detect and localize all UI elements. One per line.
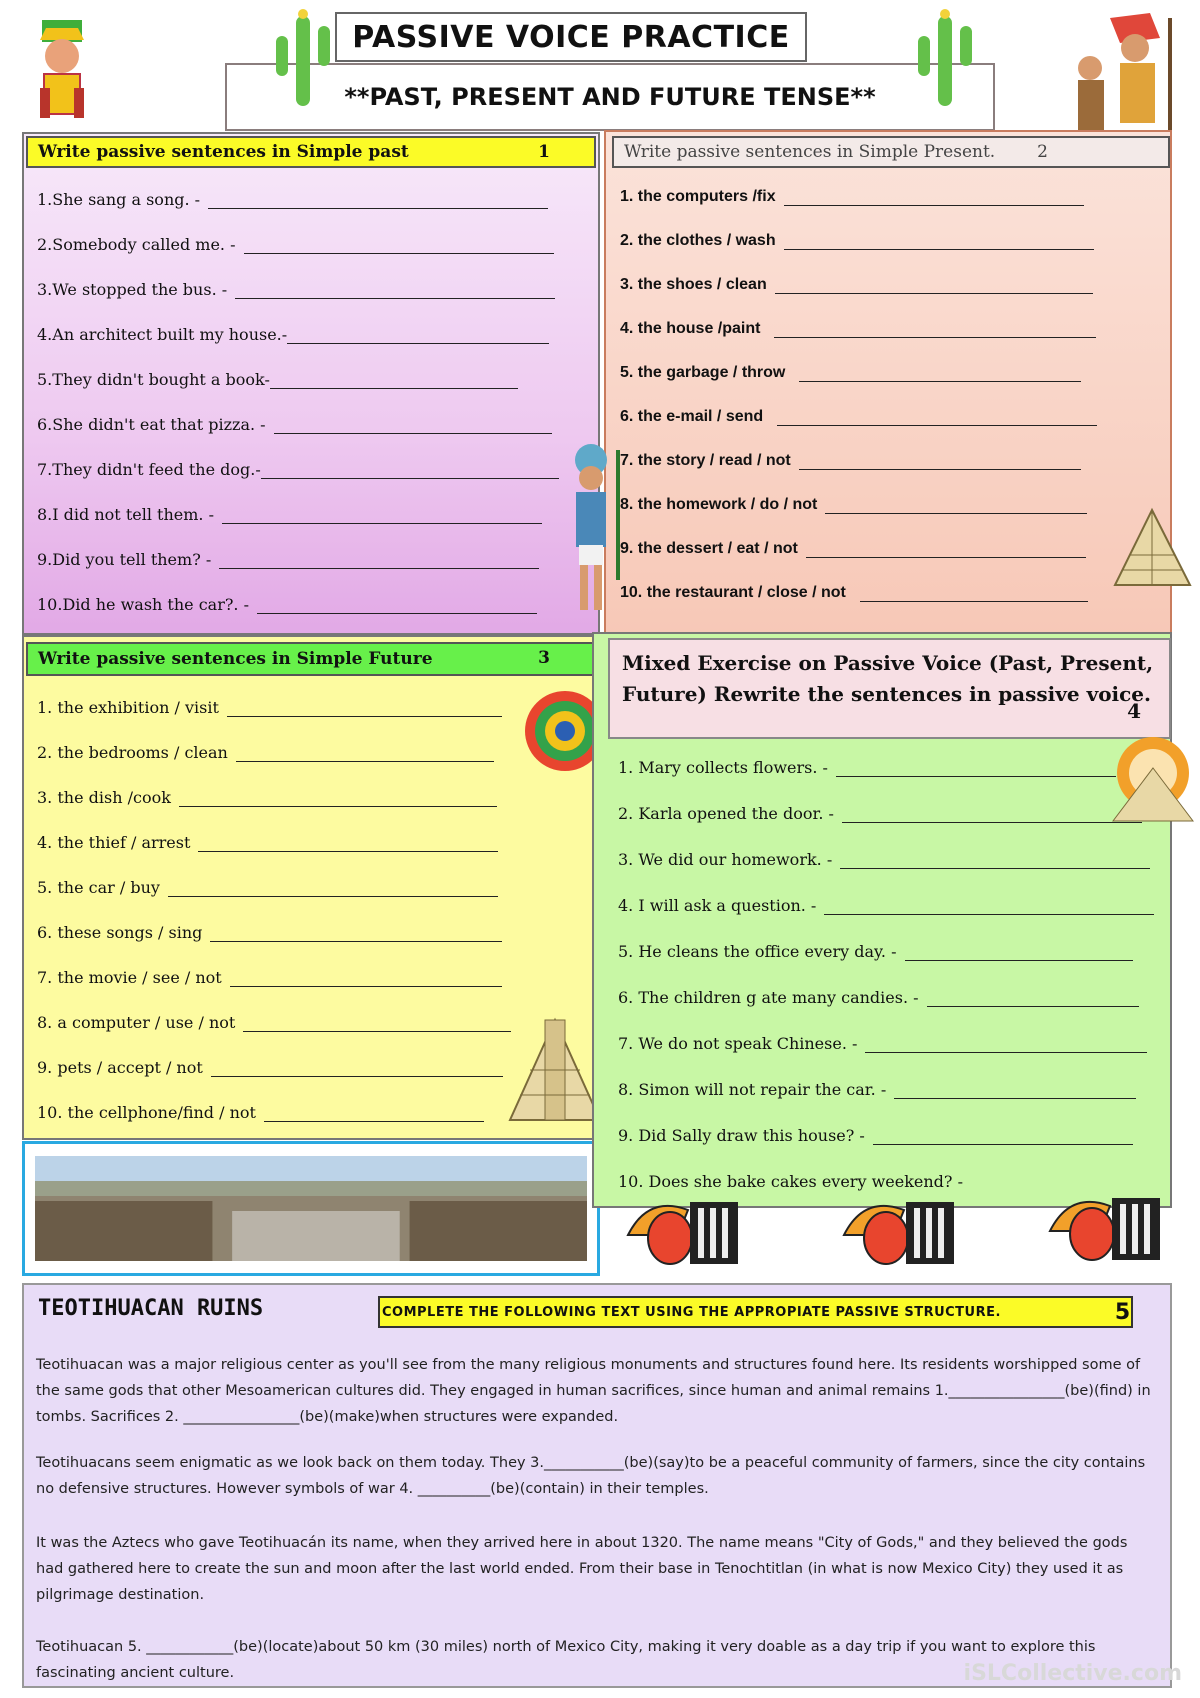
answer-line[interactable]: [842, 808, 1142, 823]
item-text: 1.She sang a song. -: [37, 190, 201, 209]
list-item: [37, 325, 549, 344]
item-text: 8. the homework / do / not: [620, 496, 818, 513]
list-item: [37, 698, 502, 717]
watermark: iSLCollective.com: [963, 1661, 1182, 1686]
list-item: [37, 190, 548, 209]
list-item: [37, 1058, 503, 1077]
list-item: [620, 584, 1088, 602]
answer-line[interactable]: [219, 554, 539, 569]
answer-line[interactable]: [825, 499, 1087, 514]
section-header-text: Write passive sentences in Simple Future: [38, 649, 433, 669]
section-number: 1: [538, 142, 550, 162]
item-text: 6. these songs / sing: [37, 923, 203, 942]
list-item: [37, 505, 542, 524]
list-item: [37, 788, 497, 807]
answer-line[interactable]: [198, 837, 498, 852]
section-number: 5: [1114, 1299, 1131, 1325]
item-text: 10. Does she bake cakes every weekend? -: [618, 1172, 963, 1191]
list-item: [37, 743, 494, 762]
section-header-text: Mixed Exercise on Passive Voice (Past, Present, Future) Rewrite the sentences in passive voice.: [622, 651, 1154, 706]
item-text: 4. I will ask a question. -: [618, 896, 817, 915]
item-text: 5. He cleans the office every day. -: [618, 942, 897, 961]
item-text: 6.She didn't eat that pizza. -: [37, 415, 266, 434]
list-item: [620, 320, 1096, 338]
list-item: [618, 896, 1154, 915]
list-item: [618, 850, 1150, 869]
answer-line[interactable]: [236, 747, 494, 762]
section-header-text: Write passive sentences in Simple Present.: [624, 142, 996, 162]
item-text: 10. the cellphone/find / not: [37, 1103, 256, 1122]
item-text: 6. The children g ate many candies. -: [618, 988, 919, 1007]
list-item: [620, 496, 1087, 514]
item-text: 1. the exhibition / visit: [37, 698, 219, 717]
answer-line[interactable]: [927, 992, 1139, 1007]
answer-line[interactable]: [230, 972, 502, 987]
answer-line[interactable]: [222, 509, 542, 524]
section-simple-present-panel: [604, 130, 1172, 637]
reading-paragraph: Teotihuacan 5. ____________(be)(locate)about 50 km (30 miles) north of Mexico City, making it very doable as a day trip if you want to explore this fascinating ancient culture.: [36, 1639, 1096, 1681]
list-item: [620, 364, 1081, 382]
subtitle-text: **PAST, PRESENT AND FUTURE TENSE**: [344, 83, 876, 111]
answer-line[interactable]: [775, 279, 1093, 294]
item-text: 7.They didn't feed the dog.-: [37, 460, 261, 479]
section-number: 2: [1037, 142, 1048, 162]
list-item: [37, 595, 537, 614]
answer-line[interactable]: [799, 367, 1081, 382]
answer-line[interactable]: [257, 599, 537, 614]
aztec-king-illustration: [22, 18, 102, 128]
list-item: [618, 1034, 1147, 1053]
section-header-text: Write passive sentences in Simple past: [38, 142, 409, 162]
item-text: 9. pets / accept / not: [37, 1058, 203, 1077]
item-text: 4. the thief / arrest: [37, 833, 191, 852]
answer-line[interactable]: [261, 464, 559, 479]
item-text: 3. the shoes / clean: [620, 276, 767, 293]
item-text: 4. the house /paint: [620, 320, 761, 337]
item-text: 8. Simon will not repair the car. -: [618, 1080, 887, 1099]
answer-line[interactable]: [168, 882, 498, 897]
list-item: [618, 942, 1133, 961]
list-item: [37, 550, 539, 569]
item-text: 10. the restaurant / close / not: [620, 584, 846, 601]
aztec-warriors-illustration: [1040, 8, 1190, 148]
section-number: 4: [1127, 699, 1141, 723]
answer-line[interactable]: [208, 194, 548, 209]
list-item: [620, 540, 1086, 558]
teotihuacan-photo-frame: [22, 1141, 600, 1276]
item-text: 3.We stopped the bus. -: [37, 280, 228, 299]
item-text: 9.Did you tell them? -: [37, 550, 212, 569]
list-item: [37, 968, 502, 987]
item-text: 9. the dessert / eat / not: [620, 540, 798, 557]
answer-line[interactable]: [179, 792, 497, 807]
list-item: [618, 1126, 1133, 1145]
item-text: 1. the computers /fix: [620, 188, 776, 205]
answer-line[interactable]: [287, 329, 549, 344]
answer-line[interactable]: [806, 543, 1086, 558]
list-item: [37, 280, 555, 299]
answer-line[interactable]: [235, 284, 555, 299]
item-text: 2. the bedrooms / clean: [37, 743, 228, 762]
item-text: 8. a computer / use / not: [37, 1013, 236, 1032]
item-text: 3. We did our homework. -: [618, 850, 833, 869]
aztec-eagle-glyph-icon: [1040, 1186, 1166, 1276]
list-item: [620, 276, 1093, 294]
answer-line[interactable]: [777, 411, 1097, 426]
teotihuacan-ruins-photo: [35, 1156, 587, 1261]
item-text: 5.They didn't bought a book-: [37, 370, 270, 389]
list-item: [37, 460, 559, 479]
item-text: 10.Did he wash the car?. -: [37, 595, 250, 614]
pyramid-icon: [505, 1015, 605, 1125]
item-text: 2. the clothes / wash: [620, 232, 776, 249]
list-item: [618, 1080, 1136, 1099]
answer-line[interactable]: [784, 235, 1094, 250]
reading-paragraph: Teotihuacans seem enigmatic as we look back on them today. They 3.___________(be)(say)to be a peaceful community of farmers, since the city contains no defensive structures. However symbols of war 4. __________(be)(contain) in their temples.: [36, 1455, 1146, 1497]
item-text: 7. We do not speak Chinese. -: [618, 1034, 858, 1053]
aztec-dancer-illustration: [552, 440, 630, 615]
item-text: 6. the e-mail / send: [620, 408, 764, 425]
reading-paragraph: It was the Aztecs who gave Teotihuacán its name, when they arrived here in about 1320. The name means "City of Gods," and they believed the gods had gathered here to create the sun and moon after the last world ended. From their base in Tenochtitlan (in what is now Mexico City) they used it as pilgrimage destination.: [36, 1535, 1128, 1603]
pyramid-icon: [1110, 505, 1195, 590]
item-text: 2. Karla opened the door. -: [618, 804, 834, 823]
section-simple-past-header: [26, 136, 596, 168]
answer-line[interactable]: [227, 702, 502, 717]
answer-line[interactable]: [211, 1062, 503, 1077]
item-text: 2.Somebody called me. -: [37, 235, 236, 254]
list-item: [618, 804, 1142, 823]
list-item: [37, 923, 502, 942]
answer-line[interactable]: [799, 455, 1081, 470]
reading-paragraph: Teotihuacan was a major religious center as you'll see from the many religious monuments and structures found here. Its residents worshipped some of the same gods that other Mesoamerican cultures did. They engaged in human sacrifices, since human and animal remains 1.________________(be)(find) in tombs. Sacrifices 2. ________________(be)(make)when structures were expanded.: [36, 1357, 1151, 1425]
answer-line[interactable]: [274, 419, 552, 434]
list-item: [37, 1013, 511, 1032]
section-mixed-header: [608, 638, 1171, 739]
cactus-right-illustration: [910, 6, 980, 111]
answer-line[interactable]: [865, 1038, 1147, 1053]
item-text: 9. Did Sally draw this house? -: [618, 1126, 865, 1145]
item-text: 5. the car / buy: [37, 878, 160, 897]
cactus-left-illustration: [268, 6, 338, 111]
answer-line[interactable]: [894, 1084, 1136, 1099]
answer-line[interactable]: [824, 900, 1154, 915]
list-item: [37, 235, 554, 254]
answer-line[interactable]: [840, 854, 1150, 869]
reading-instructions: COMPLETE THE FOLLOWING TEXT USING THE APPROPIATE PASSIVE STRUCTURE.: [378, 1296, 1133, 1328]
item-text: 3. the dish /cook: [37, 788, 171, 807]
answer-line[interactable]: [243, 1017, 511, 1032]
list-item: [618, 758, 1116, 777]
answer-line[interactable]: [244, 239, 554, 254]
aztec-eagle-glyph-icon: [618, 1190, 744, 1280]
list-item: [620, 408, 1097, 426]
item-text: 8.I did not tell them. -: [37, 505, 214, 524]
answer-line[interactable]: [873, 1130, 1133, 1145]
section-number: 3: [538, 648, 550, 668]
list-item: [37, 833, 498, 852]
aztec-eagle-glyph-icon: [834, 1190, 960, 1280]
section-simple-present-header: [612, 136, 1170, 168]
list-item: [37, 878, 498, 897]
list-item: [620, 232, 1094, 250]
answer-line[interactable]: [210, 927, 502, 942]
worksheet-subtitle: [225, 63, 995, 131]
section-simple-future-header: [26, 642, 596, 676]
reading-title: TEOTIHUACAN RUINS: [38, 1296, 264, 1321]
answer-line[interactable]: [836, 762, 1116, 777]
answer-line[interactable]: [784, 191, 1084, 206]
list-item: [618, 988, 1139, 1007]
list-item: [620, 452, 1081, 470]
item-text: 7. the story / read / not: [620, 452, 791, 469]
answer-line[interactable]: [860, 587, 1088, 602]
item-text: 1. Mary collects flowers. -: [618, 758, 828, 777]
answer-line[interactable]: [264, 1107, 484, 1122]
list-item: [620, 188, 1084, 206]
item-text: 7. the movie / see / not: [37, 968, 222, 987]
answer-line[interactable]: [774, 323, 1096, 338]
list-item: [37, 370, 518, 389]
list-item: [37, 1103, 484, 1122]
item-text: 4.An architect built my house.-: [37, 325, 288, 344]
answer-line[interactable]: [905, 946, 1133, 961]
list-item: [618, 1172, 963, 1191]
list-item: [37, 415, 552, 434]
worksheet-title: PASSIVE VOICE PRACTICE: [335, 12, 807, 62]
item-text: 5. the garbage / throw: [620, 364, 786, 381]
answer-line[interactable]: [270, 374, 518, 389]
